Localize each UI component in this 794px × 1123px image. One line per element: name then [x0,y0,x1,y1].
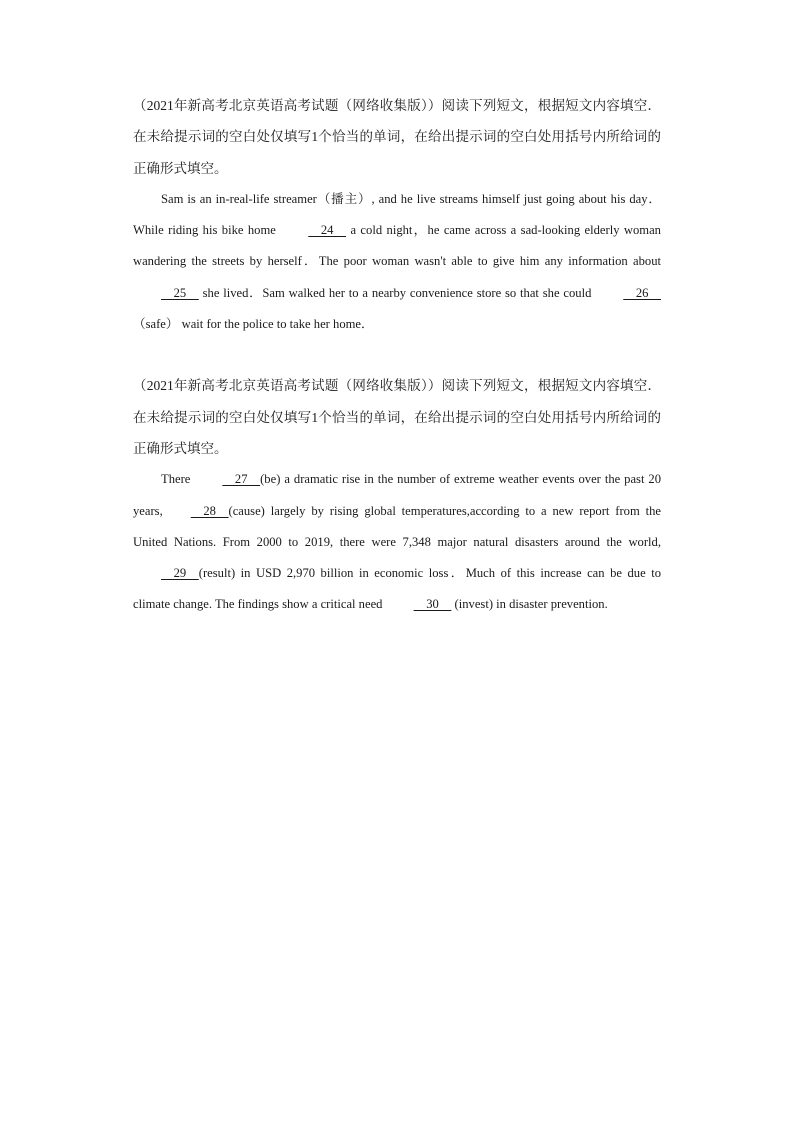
question-section-1 [133,90,661,340]
passage-text: (result) in USD 2,970 billion in economic loss．Much of this increase can be due to climate change. The findings show a critical need [133,566,661,612]
passage-text: (invest) in disaster prevention. [451,597,608,612]
answer-blank[interactable]: 30 [413,597,452,612]
question-section-2 [133,370,661,620]
answer-blank[interactable]: 28 [190,503,229,518]
answer-blank[interactable]: 26 [623,285,661,300]
answer-blank[interactable]: 27 [222,472,261,487]
answer-blank[interactable]: 25 [161,285,199,300]
passage-text: There [161,472,195,487]
answer-blank[interactable]: 24 [308,223,347,238]
passage-text: (cause) largely by rising global temperatures,according to a new report from the United Nations. From 2000 to 2019, there were 7,348 major natural disasters around the world, [133,503,661,549]
passage-text: Sam is an in-real-life streamer（播主）, and he live streams himself just going about his day．While riding his bike home [133,191,661,238]
document-page [133,90,661,621]
answer-blank[interactable]: 29 [161,566,199,581]
passage-text: （safe） wait for the police to take her home． [133,317,374,332]
section-instruction: （2021年新高考北京英语高考试题（网络收集版））阅读下列短文，根据短文内容填空．在未给提示词的空白处仅填写1个恰当的单词，在给出提示词的空白处用括号内所给词的正确形式填空。 [133,98,661,176]
passage-text: a cold night，he came across a sad-looking elderly woman wandering the streets by herself．The poor woman wasn't able to give him any information about [133,223,661,269]
passage-paragraph [133,464,661,620]
section-instruction: （2021年新高考北京英语高考试题（网络收集版））阅读下列短文，根据短文内容填空．在未给提示词的空白处仅填写1个恰当的单词，在给出提示词的空白处用括号内所给词的正确形式填空。 [133,378,661,456]
passage-paragraph [133,184,661,340]
passage-text: (be) a dramatic rise in the number of extreme weather events over the past 20 years, [133,472,662,518]
passage-text: she lived．Sam walked her to a nearby convenience store so that she could [198,285,596,300]
